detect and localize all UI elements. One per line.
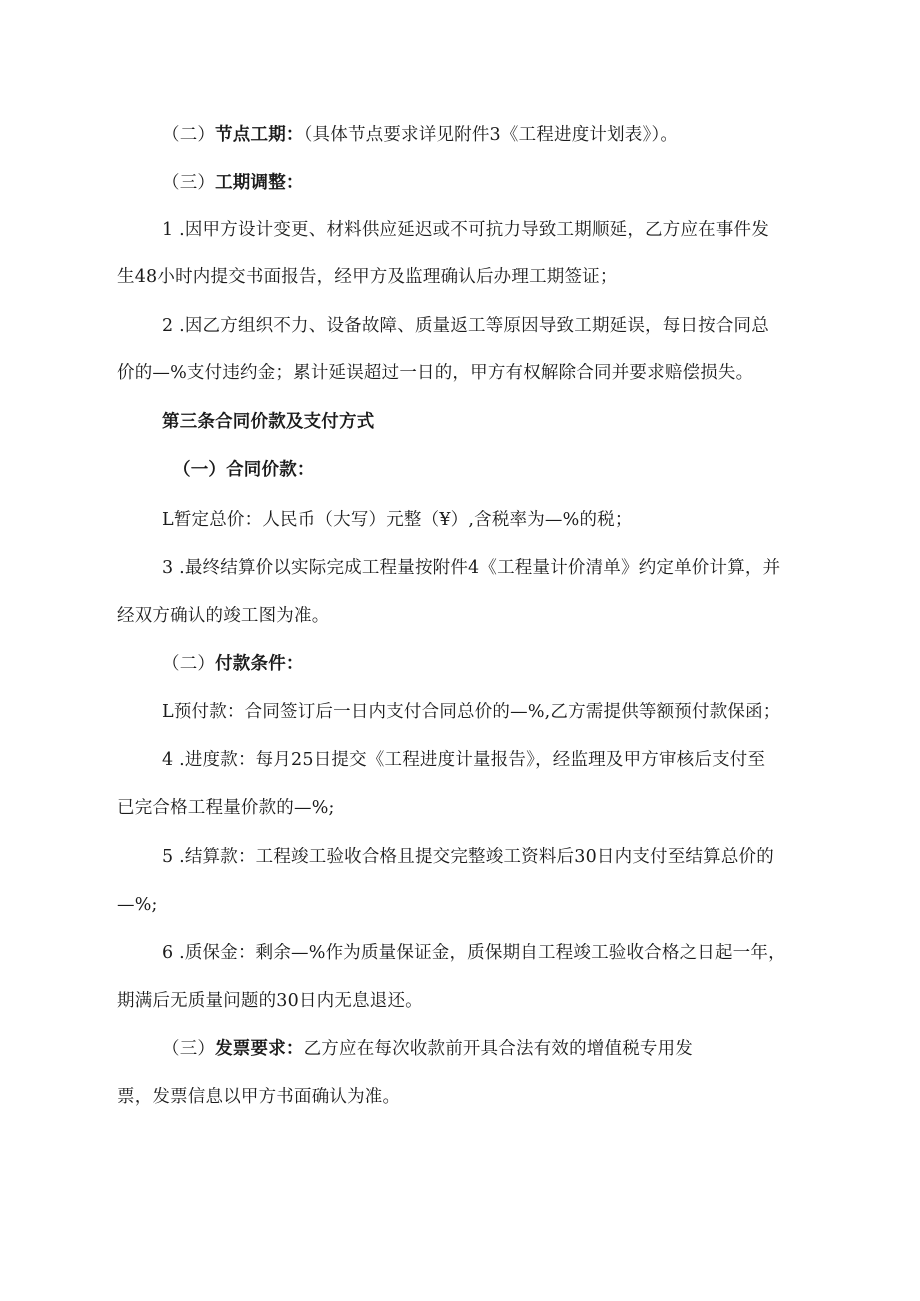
section-prefix: （三） bbox=[162, 1039, 216, 1059]
paragraph-line: 期满后无质量问题的30日内无息退还。 bbox=[117, 991, 423, 1011]
paragraph-line: L预付款：合同签订后一日内支付合同总价的—%,乙方需提供等额预付款保函； bbox=[162, 702, 781, 722]
paragraph-text: （具体节点要求详见附件3《工程进度计划表》）。 bbox=[303, 125, 679, 145]
section-prefix: （三） bbox=[162, 173, 216, 193]
article-heading: 第三条合同价款及支付方式 bbox=[162, 412, 375, 432]
paragraph-line: 生48小时内提交书面报告，经甲方及监理确认后办理工期签证； bbox=[117, 267, 618, 287]
section-heading: 发票要求： bbox=[215, 1039, 304, 1059]
paragraph-line: 6 .质保金：剩余—%作为质量保证金，质保期自工程竣工验收合格之日起一年， bbox=[162, 943, 786, 963]
paragraph-line: L暂定总价：人民币（大写）元整（¥）,含税率为—%的税； bbox=[162, 510, 633, 530]
section-heading: （一）合同价款： bbox=[173, 460, 315, 480]
paragraph-line: 经双方确认的竣工图为准。 bbox=[117, 606, 330, 626]
paragraph-line: 5 .结算款：工程竣工验收合格且提交完整竣工资料后30日内支付至结算总价的 bbox=[162, 847, 774, 867]
section-heading: 付款条件： bbox=[215, 654, 304, 674]
paragraph-line: 2 .因乙方组织不力、设备故障、质量返工等原因导致工期延误，每日按合同总 bbox=[162, 316, 769, 336]
paragraph-schedule-adjustment bbox=[162, 171, 304, 195]
paragraph-invoice-requirements bbox=[162, 1037, 693, 1061]
paragraph-text: 乙方应在每次收款前开具合法有效的增值税专用发 bbox=[303, 1039, 694, 1059]
paragraph-node-schedule bbox=[162, 123, 678, 147]
paragraph-payment-conditions bbox=[162, 652, 304, 676]
paragraph-line: 1 .因甲方设计变更、材料供应延迟或不可抗力导致工期顺延，乙方应在事件发 bbox=[162, 220, 769, 240]
section-heading: 工期调整： bbox=[215, 173, 304, 193]
section-prefix: （二） bbox=[162, 125, 216, 145]
paragraph-line: 已完合格工程量价款的—%; bbox=[117, 798, 335, 818]
paragraph-line: 3 .最终结算价以实际完成工程量按附件4《工程量计价清单》约定单价计算，并 bbox=[162, 558, 781, 578]
paragraph-line: 票，发票信息以甲方书面确认为准。 bbox=[117, 1087, 401, 1107]
section-heading: 节点工期： bbox=[215, 125, 304, 145]
section-prefix: （二） bbox=[162, 654, 216, 674]
paragraph-line: 4 .进度款：每月25日提交《工程进度计量报告》，经监理及甲方审核后支付至 bbox=[162, 750, 766, 770]
paragraph-line: —%; bbox=[117, 895, 158, 915]
paragraph-line: 价的—%支付违约金；累计延误超过一日的，甲方有权解除合同并要求赔偿损失。 bbox=[117, 363, 754, 383]
